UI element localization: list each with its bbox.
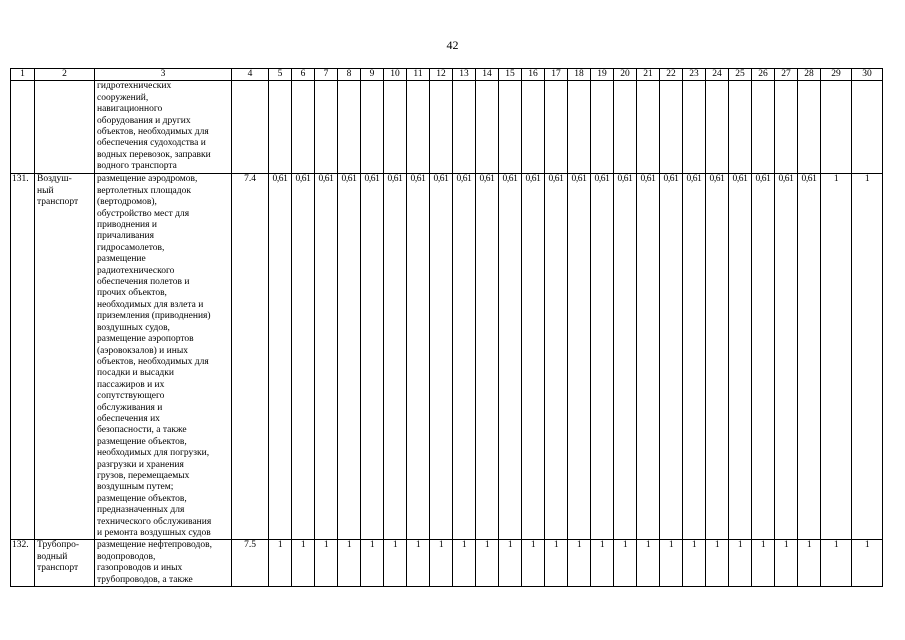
coefficient-cell: 1 [798, 540, 821, 587]
coefficient-cell [706, 81, 729, 174]
coefficient-cell: 0,61 [499, 174, 522, 540]
coefficient-cell: 0,61 [522, 174, 545, 540]
column-number-header: 5 [269, 69, 292, 81]
coefficient-cell: 1 [384, 540, 407, 587]
column-number-header: 26 [752, 69, 775, 81]
coefficient-cell [821, 81, 852, 174]
coefficient-cell [338, 81, 361, 174]
classifier-code-cell [232, 81, 269, 174]
column-number-header: 16 [522, 69, 545, 81]
use-type-description-cell: гидротехнических сооружений, навигационного оборудования и других объектов, необходимых для обеспечения судоходства и водных перевозок, заправки водного транспорта [95, 81, 232, 174]
column-number-header: 30 [852, 69, 883, 81]
column-number-header: 25 [729, 69, 752, 81]
column-number-header: 20 [614, 69, 637, 81]
coefficient-cell [660, 81, 683, 174]
column-number-header: 18 [568, 69, 591, 81]
use-type-name-cell: Трубопро- водный транспорт [35, 540, 95, 587]
coefficient-cell: 1 [522, 540, 545, 587]
column-number-header: 23 [683, 69, 706, 81]
coefficient-cell: 0,61 [407, 174, 430, 540]
coefficient-cell [384, 81, 407, 174]
column-number-header: 19 [591, 69, 614, 81]
column-number-header: 3 [95, 69, 232, 81]
coefficient-cell: 0,61 [545, 174, 568, 540]
page-number: 42 [446, 38, 459, 52]
coefficient-cell: 1 [660, 540, 683, 587]
column-number-header: 17 [545, 69, 568, 81]
coefficient-cell: 1 [775, 540, 798, 587]
coefficient-cell [269, 81, 292, 174]
coefficient-cell: 1 [545, 540, 568, 587]
coefficient-cell: 1 [729, 540, 752, 587]
coefficient-cell: 0,61 [453, 174, 476, 540]
coefficient-cell: 0,61 [292, 174, 315, 540]
coefficient-cell: 1 [292, 540, 315, 587]
coefficient-cell: 0,61 [269, 174, 292, 540]
coefficient-cell: 0,61 [798, 174, 821, 540]
coefficient-cell [729, 81, 752, 174]
row-number-cell: 132. [11, 540, 35, 587]
coefficient-cell: 1 [361, 540, 384, 587]
coefficient-cell: 1 [269, 540, 292, 587]
coefficient-cell: 1 [821, 540, 852, 587]
classifier-code-cell: 7.5 [232, 540, 269, 587]
coefficient-cell: 0,61 [591, 174, 614, 540]
column-number-header: 11 [407, 69, 430, 81]
column-number-header: 24 [706, 69, 729, 81]
coefficient-cell [545, 81, 568, 174]
coefficient-cell: 0,61 [637, 174, 660, 540]
column-number-header: 8 [338, 69, 361, 81]
column-number-header: 7 [315, 69, 338, 81]
table-row [11, 540, 883, 587]
coefficient-cell: 0,61 [338, 174, 361, 540]
column-number-header: 13 [453, 69, 476, 81]
zoning-coefficients-table [10, 68, 883, 587]
coefficient-cell: 0,61 [430, 174, 453, 540]
coefficient-cell: 1 [591, 540, 614, 587]
header-row [11, 69, 883, 81]
coefficient-cell: 1 [821, 174, 852, 540]
column-number-header: 10 [384, 69, 407, 81]
column-number-header: 1 [11, 69, 35, 81]
column-number-header: 9 [361, 69, 384, 81]
coefficient-cell: 1 [614, 540, 637, 587]
coefficient-cell: 0,61 [775, 174, 798, 540]
coefficient-cell [798, 81, 821, 174]
column-number-header: 6 [292, 69, 315, 81]
coefficient-cell: 1 [453, 540, 476, 587]
row-number-cell [11, 81, 35, 174]
coefficient-cell: 0,61 [683, 174, 706, 540]
coefficient-cell [476, 81, 499, 174]
coefficient-cell: 0,61 [476, 174, 499, 540]
column-number-header: 27 [775, 69, 798, 81]
coefficient-cell: 1 [568, 540, 591, 587]
coefficient-cell [292, 81, 315, 174]
coefficient-cell: 1 [852, 174, 883, 540]
use-type-name-cell: Воздуш- ный транспорт [35, 174, 95, 540]
coefficient-cell [315, 81, 338, 174]
coefficient-cell [568, 81, 591, 174]
coefficient-cell: 0,61 [729, 174, 752, 540]
coefficient-cell: 1 [338, 540, 361, 587]
coefficient-cell [637, 81, 660, 174]
coefficient-cell [407, 81, 430, 174]
use-type-name-cell [35, 81, 95, 174]
coefficient-cell [683, 81, 706, 174]
coefficient-cell: 0,61 [315, 174, 338, 540]
column-number-header: 22 [660, 69, 683, 81]
coefficient-cell: 1 [683, 540, 706, 587]
coefficient-cell: 1 [706, 540, 729, 587]
coefficient-cell: 0,61 [660, 174, 683, 540]
coefficient-cell: 1 [852, 540, 883, 587]
use-type-description-cell: размещение нефтепроводов, водопроводов, газопроводов и иных трубопроводов, а также [95, 540, 232, 587]
coefficient-cell: 0,61 [384, 174, 407, 540]
classifier-code-cell: 7.4 [232, 174, 269, 540]
column-number-header: 28 [798, 69, 821, 81]
coefficient-cell: 1 [407, 540, 430, 587]
coefficient-cell: 1 [315, 540, 338, 587]
coefficient-cell [430, 81, 453, 174]
coefficient-cell: 1 [499, 540, 522, 587]
coefficient-cell [361, 81, 384, 174]
coefficient-cell [752, 81, 775, 174]
coefficient-cell: 0,61 [614, 174, 637, 540]
column-number-header: 29 [821, 69, 852, 81]
column-number-header: 15 [499, 69, 522, 81]
coefficient-cell [614, 81, 637, 174]
coefficient-cell: 0,61 [752, 174, 775, 540]
coefficient-cell: 0,61 [706, 174, 729, 540]
use-type-description-cell: размещение аэродромов, вертолетных площадок (вертодромов), обустройство мест для приводнения и причаливания гидросамолетов, размещение радиотехнического обеспечения полетов и прочих объектов, необходимых для взлета и приземления (приводнения) воздушных судов, размещение аэропортов (аэровокзалов) и иных объектов, необходимых для посадки и высадки пассажиров и их сопутствующего обслуживания и обеспечения их безопасности, а также размещение объектов, необходимых для погрузки, разгрузки и хранения грузов, перемещаемых воздушным путем; размещение объектов, предназначенных для технического обслуживания и ремонта воздушных судов [95, 174, 232, 540]
coefficient-cell [499, 81, 522, 174]
coefficient-cell: 0,61 [568, 174, 591, 540]
column-number-header: 4 [232, 69, 269, 81]
coefficient-cell: 1 [637, 540, 660, 587]
column-number-header: 2 [35, 69, 95, 81]
table-row [11, 174, 883, 540]
coefficient-cell: 1 [752, 540, 775, 587]
coefficient-cell [852, 81, 883, 174]
coefficient-cell [453, 81, 476, 174]
coefficient-cell [775, 81, 798, 174]
coefficient-cell [591, 81, 614, 174]
coefficient-cell: 1 [430, 540, 453, 587]
coefficient-cell: 1 [476, 540, 499, 587]
row-number-cell: 131. [11, 174, 35, 540]
column-number-header: 14 [476, 69, 499, 81]
coefficient-cell: 0,61 [361, 174, 384, 540]
table-row [11, 81, 883, 174]
coefficient-cell [522, 81, 545, 174]
column-number-header: 12 [430, 69, 453, 81]
column-number-header: 21 [637, 69, 660, 81]
